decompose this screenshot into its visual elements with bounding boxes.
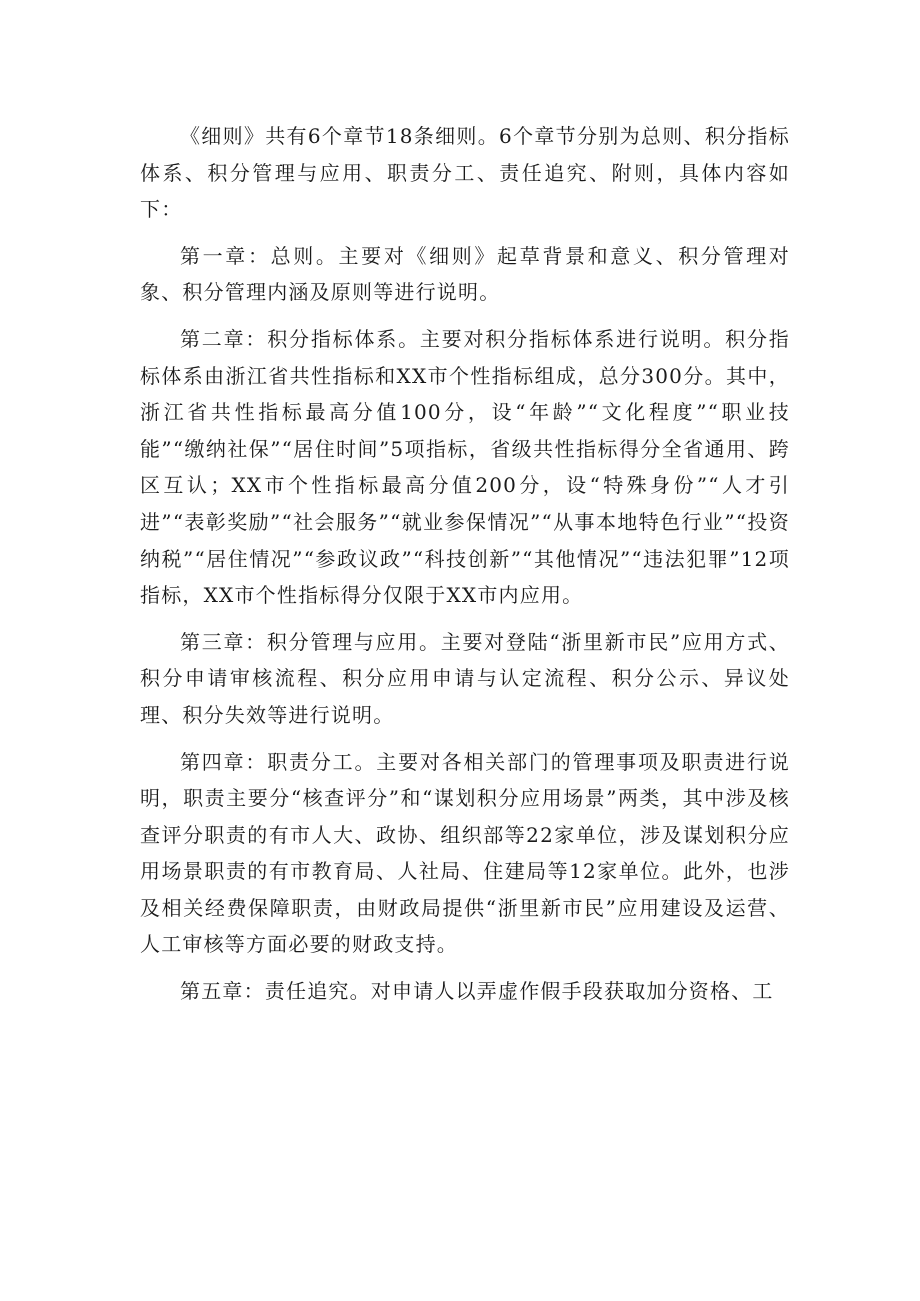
paragraph-intro: 《细则》共有6个章节18条细则。6个章节分别为总则、积分指标体系、积分管理与应用、职责分工、责任追究、附则，具体内容如下： [140, 124, 790, 222]
document-body [140, 118, 790, 1020]
paragraph-chapter-3: 第三章：积分管理与应用。主要对登陆“浙里新市民”应用方式、积分申请审核流程、积分应用申请与认定流程、积分公示、异议处理、积分失效等进行说明。 [140, 629, 790, 727]
paragraph-chapter-2: 第二章：积分指标体系。主要对积分指标体系进行说明。积分指标体系由浙江省共性指标和XX市个性指标组成，总分300分。其中，浙江省共性指标最高分值100分，设“年龄”“文化程度”“职业技能”“缴纳社保”“居住时间”5项指标，省级共性指标得分全省通用、跨区互认；XX市个性指标最高分值200分，设“特殊身份”“人才引进”“表彰奖励”“社会服务”“就业参保情况”“从事本地特色行业”“投资纳税”“居住情况”“参政议政”“科技创新”“其他情况”“违法犯罪”12项指标，XX市个性指标得分仅限于XX市内应用。 [140, 326, 790, 608]
paragraph-chapter-1: 第一章：总则。主要对《细则》起草背景和意义、积分管理对象、积分管理内涵及原则等进行说明。 [140, 243, 790, 305]
paragraph-chapter-5: 第五章：责任追究。对申请人以弄虚作假手段获取加分资格、工 [180, 979, 774, 1004]
paragraph-chapter-4: 第四章：职责分工。主要对各相关部门的管理事项及职责进行说明，职责主要分“核查评分”和“谋划积分应用场景”两类，其中涉及核查评分职责的有市人大、政协、组织部等22家单位，涉及谋划积分应用场景职责的有市教育局、人社局、住建局等12家单位。此外，也涉及相关经费保障职责，由财政局提供“浙里新市民”应用建设及运营、人工审核等方面必要的财政支持。 [140, 749, 790, 957]
